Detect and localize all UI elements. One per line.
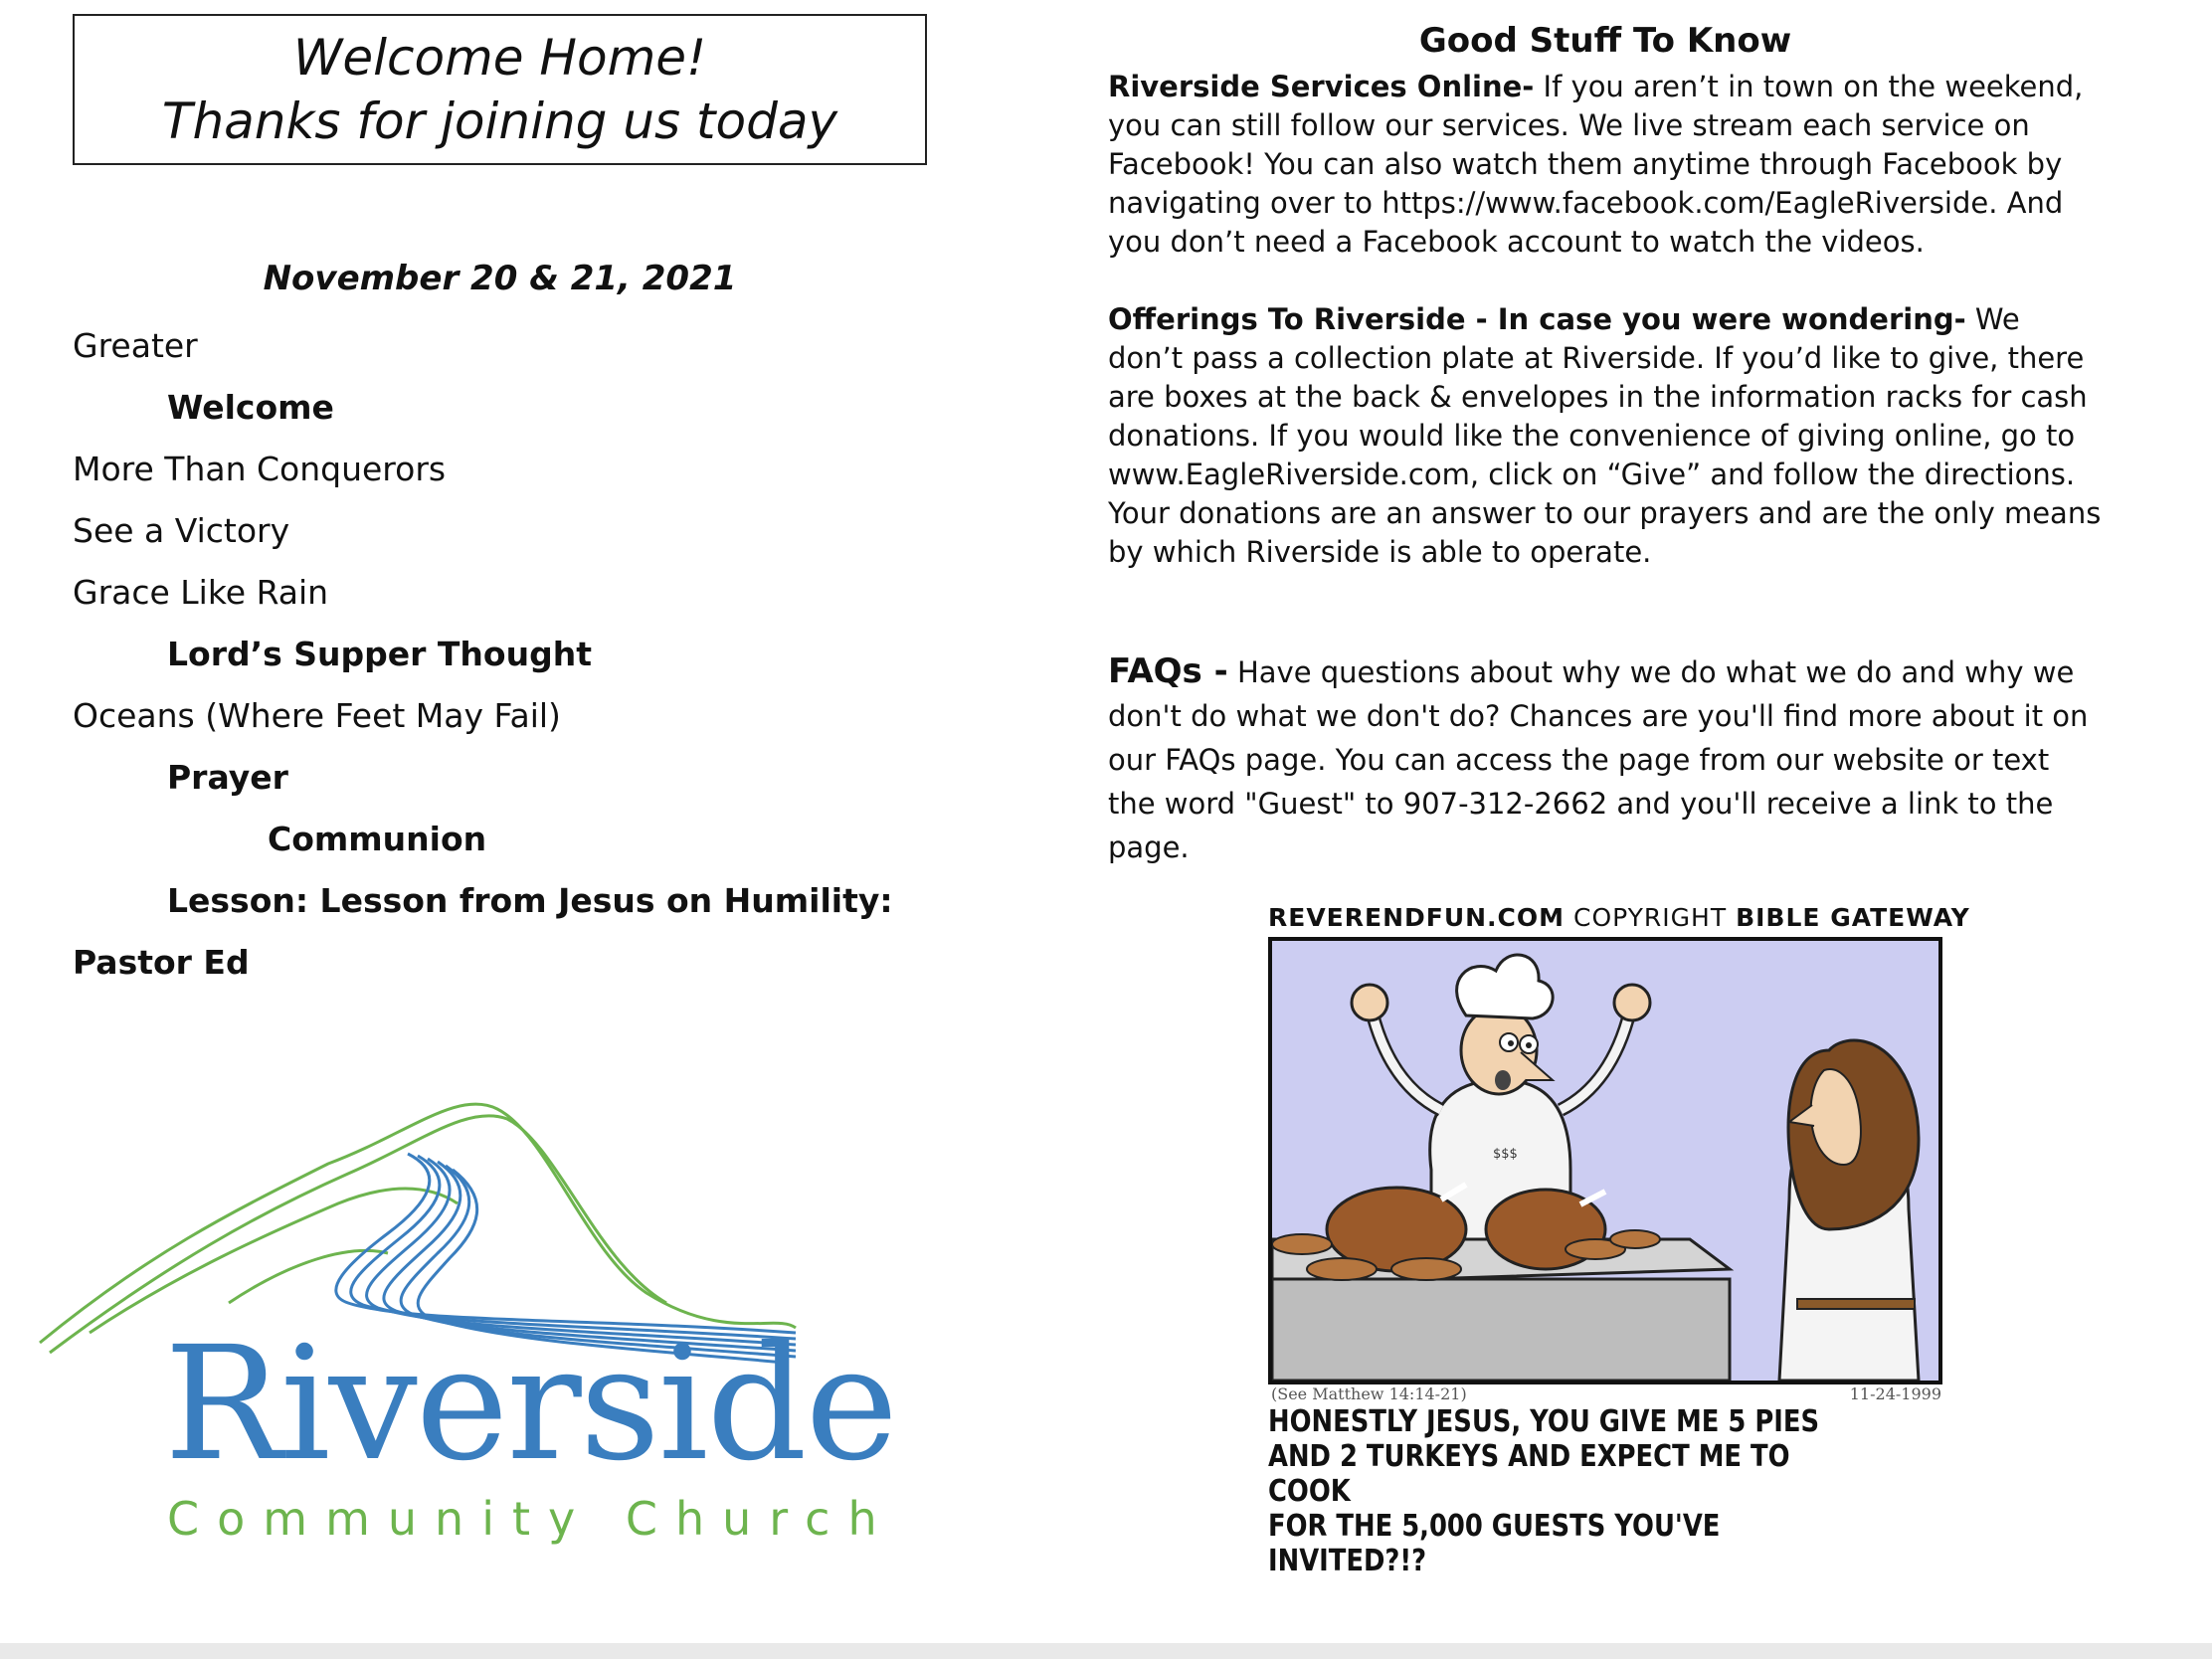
good-stuff-section [1108,16,2103,869]
welcome-box [73,14,927,165]
cartoon-credit-copyright: COPYRIGHT [1573,903,1728,932]
offerings-paragraph [1108,300,2103,572]
welcome-line-1: Welcome Home! [292,29,707,87]
cartoon-scripture: (See Matthew 14:14-21) [1271,1384,1467,1403]
order-item: Lesson: Lesson from Jesus on Humility: [167,881,893,920]
order-item: Pastor Ed [73,943,250,982]
order-item: More Than Conquerors [73,450,447,488]
good-stuff-heading: Good Stuff To Know [1418,21,1792,61]
caption-line: FOR THE 5,000 GUESTS YOU'VE [1268,1509,1721,1544]
services-online-paragraph [1108,68,2103,262]
order-item: Communion [268,820,487,858]
faqs-body: Have questions about why we do what we do and why we don't do what we don't do? Chances are you'll find more about it on our FAQs page. You can access the page from our website or text the word "Guest" to 907-312-2662 and you'll receive a link to the page. [1108,655,2089,864]
cartoon-date: 11-24-1999 [1849,1384,1941,1403]
logo-wordmark: Riverside [164,1313,897,1496]
order-item: Grace Like Rain [73,573,329,612]
order-of-service [73,320,968,999]
service-date: November 20 & 21, 2021 [263,259,737,298]
offerings-title: Offerings To Riverside - In case you were wondering- [1108,302,1966,336]
cartoon-caption [1268,1404,1867,1578]
cartoon-credit-owner: BIBLE GATEWAY [1736,903,1970,932]
services-online-title: Riverside Services Online- [1108,70,1535,103]
caption-line: AND 2 TURKEYS AND EXPECT ME TO COOK [1268,1439,1790,1509]
order-item: See a Victory [73,511,290,550]
order-item: Prayer [167,758,288,797]
caption-line: HONESTLY JESUS, YOU GIVE ME 5 PIES [1268,1404,1820,1439]
cartoon-credit [1268,903,1970,932]
cartoon-panel [1268,937,1942,1384]
faqs-title: FAQs - [1108,651,1228,691]
welcome-line-2: Thanks for joining us today [161,92,838,150]
caption-line: INVITED?!? [1268,1544,1427,1578]
chef-shirt-text: $$$ [1493,1147,1518,1162]
order-item: Welcome [167,388,334,427]
order-item: Lord’s Supper Thought [167,635,592,673]
cartoon-credit-site: REVERENDFUN.COM [1268,903,1566,932]
cartoon-reference [1271,1384,1941,1403]
faqs-paragraph [1108,649,2103,869]
order-item: Greater [73,326,198,365]
logo-subtitle: Community Church [167,1492,895,1546]
services-online-body: If you aren’t in town on the weekend, you can still follow our services. We live stream each service on Facebook! You can also watch them anytime through Facebook by navigating over to https://www.facebook.com/EagleRiverside. And you don’t need a Facebook account to watch the videos. [1108,70,2084,259]
offerings-body: We don’t pass a collection plate at Riverside. If you’d like to give, there are boxes at the back & envelopes in the information racks for cash donations. If you would like the convenience of giving online, go to www.EagleRiverside.com, click on “Give” and follow the directions. Your donations are an answer to our prayers and are the only means by which Riverside is able to operate. [1108,302,2102,569]
order-item: Oceans (Where Feet May Fail) [73,696,561,735]
cartoon-illustration-icon [1272,941,1938,1381]
